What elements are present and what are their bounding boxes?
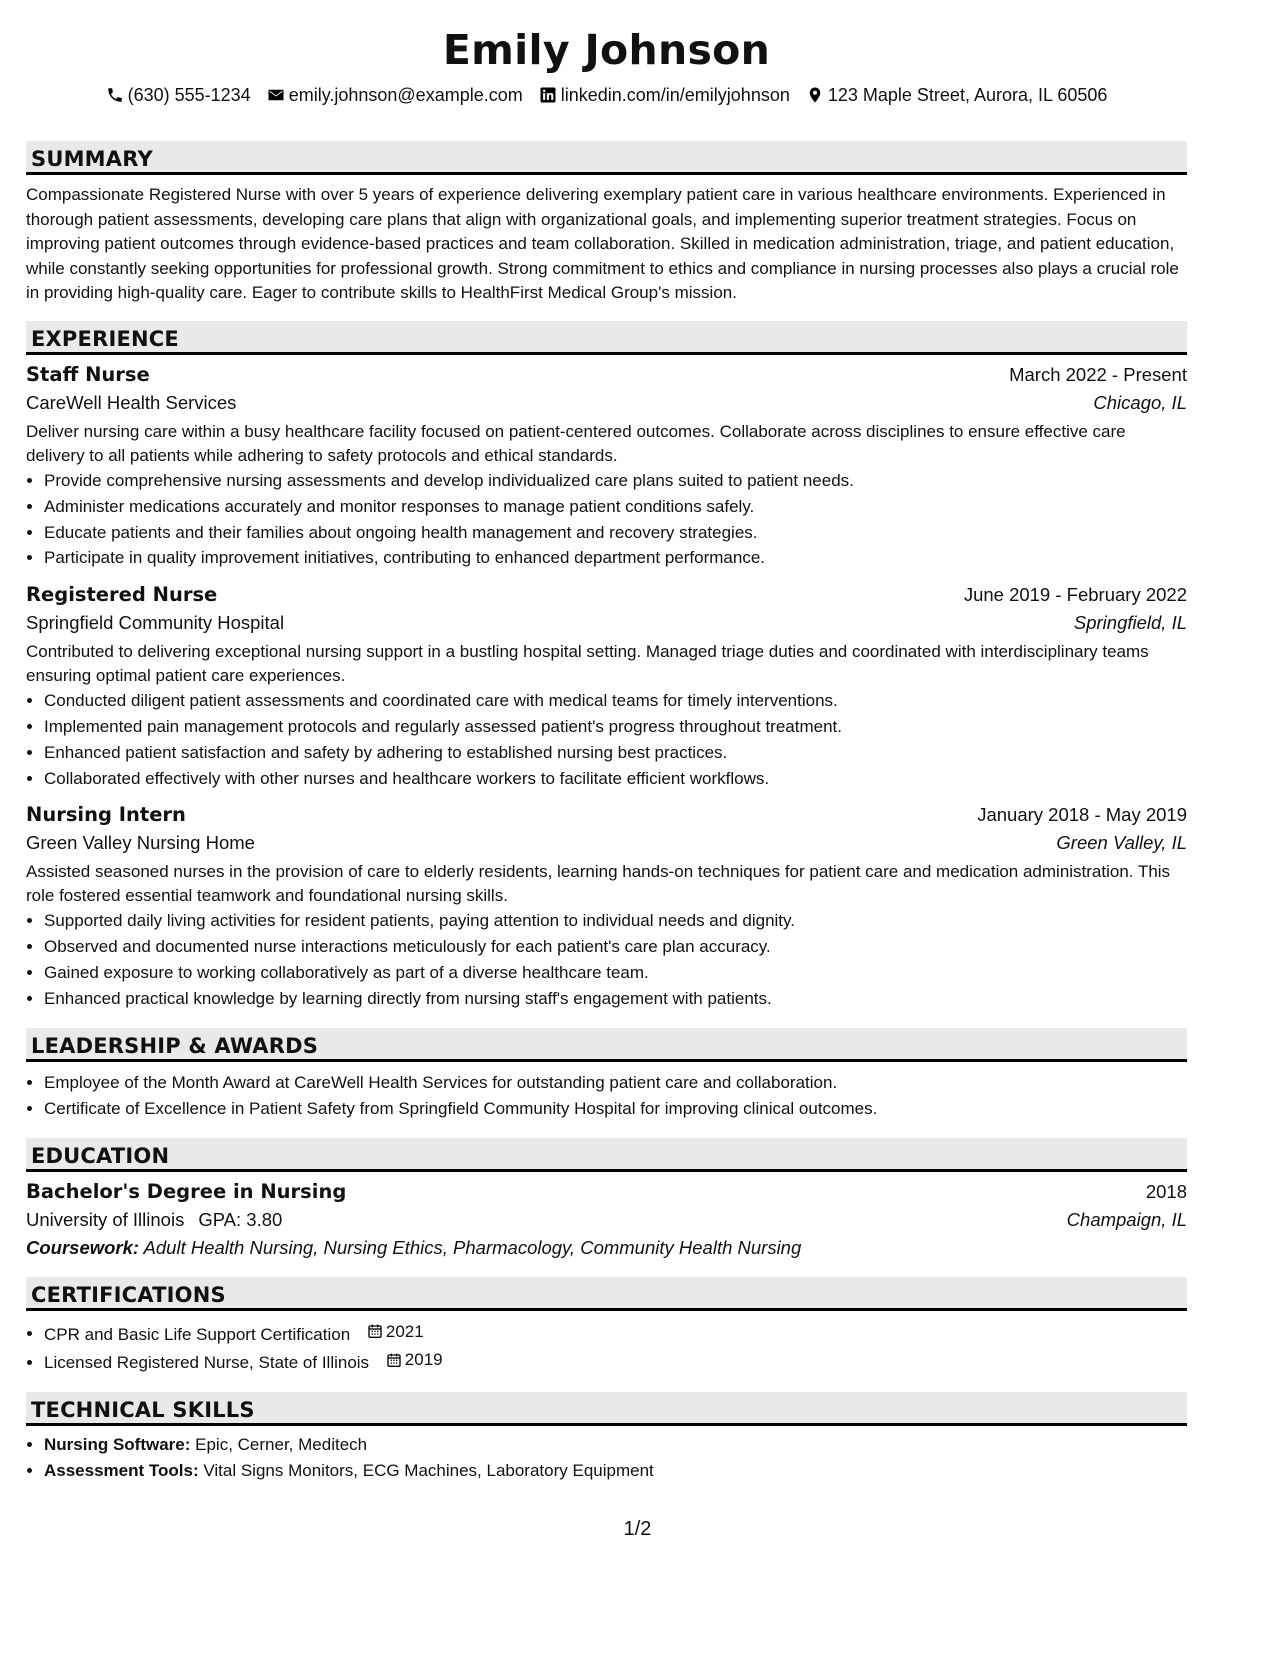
job-entry <box>26 803 1187 1011</box>
linkedin-text[interactable]: linkedin.com/in/emilyjohnson <box>560 84 790 105</box>
job-entry <box>26 583 1187 791</box>
coursework-label: Coursework: <box>26 1236 140 1258</box>
list-item: • Administer medications accurately and monitor responses to manage patient conditions safely. <box>44 494 1187 520</box>
school-name: University of Illinois <box>26 1208 185 1230</box>
skill-label: Assessment Tools: <box>44 1460 199 1480</box>
school-location: Champaign, IL <box>1066 1208 1187 1230</box>
list-item: • Educate patients and their families about ongoing health management and recovery strategies. <box>44 520 1187 546</box>
cert-name: Licensed Registered Nurse, State of Illinois <box>44 1353 370 1373</box>
linkedin-icon <box>539 86 557 104</box>
job-entry <box>26 363 1187 571</box>
resume-page <box>0 24 1275 1674</box>
job-org: CareWell Health Services <box>26 391 237 413</box>
job-title: Registered Nurse <box>26 583 218 607</box>
candidate-name: Emily Johnson <box>442 26 771 74</box>
gpa-value: GPA: 3.80 <box>198 1208 283 1230</box>
summary-heading: SUMMARY <box>26 141 1187 175</box>
job-bullets <box>26 908 1187 1011</box>
skill-value: Vital Signs Monitors, ECG Machines, Laboratory Equipment <box>203 1460 654 1480</box>
coursework-list: Adult Health Nursing, Nursing Ethics, Pharmacology, Community Health Nursing <box>143 1236 802 1258</box>
contact-email[interactable] <box>267 85 523 106</box>
email-text[interactable]: emily.johnson@example.com <box>288 84 523 105</box>
job-location: Springfield, IL <box>1073 612 1187 634</box>
list-item <box>44 1347 1187 1376</box>
education-entry <box>26 1180 1187 1259</box>
cert-year: 2021 <box>385 1321 424 1341</box>
job-title: Staff Nurse <box>26 362 150 386</box>
certifications-list <box>26 1319 1187 1376</box>
skills-heading: TECHNICAL SKILLS <box>26 1392 1187 1426</box>
page-number: 1/2 <box>623 1518 652 1540</box>
contact-bar <box>26 82 1187 108</box>
coursework <box>26 1237 1187 1259</box>
list-item: • Participate in quality improvement initiatives, contributing to enhanced department performance. <box>44 545 1187 571</box>
degree-title: Bachelor's Degree in Nursing <box>26 1179 347 1203</box>
list-item: • Collaborated effectively with other nurses and healthcare workers to facilitate efficient workflows. <box>44 766 1187 792</box>
leadership-list <box>26 1070 1187 1122</box>
cert-name: CPR and Basic Life Support Certification <box>44 1324 351 1344</box>
degree-year: 2018 <box>1145 1180 1187 1202</box>
list-item: • Employee of the Month Award at CareWell Health Services for outstanding patient care and collaboration. <box>44 1070 1187 1096</box>
contact-address <box>806 85 1108 106</box>
job-location: Chicago, IL <box>1093 391 1187 413</box>
list-item <box>44 1458 1187 1484</box>
job-location: Green Valley, IL <box>1056 832 1187 854</box>
job-bullets <box>26 468 1187 571</box>
education-heading: EDUCATION <box>26 1138 1187 1172</box>
leadership-heading: LEADERSHIP & AWARDS <box>26 1028 1187 1062</box>
calendar-icon <box>386 1352 402 1368</box>
skill-label: Nursing Software: <box>44 1434 191 1454</box>
list-item: • Supported daily living activities for resident patients, paying attention to individual needs and dignity. <box>44 908 1187 934</box>
experience-heading: EXPERIENCE <box>26 321 1187 355</box>
job-org: Green Valley Nursing Home <box>26 832 255 854</box>
cert-year: 2019 <box>404 1350 443 1370</box>
skill-value: Epic, Cerner, Meditech <box>195 1434 368 1454</box>
list-item: • Observed and documented nurse interactions meticulously for each patient's care plan accuracy. <box>44 934 1187 960</box>
job-dates: March 2022 - Present <box>1009 363 1187 385</box>
list-item: • Gained exposure to working collaboratively as part of a diverse healthcare team. <box>44 960 1187 986</box>
job-description: Contributed to delivering exceptional nursing support in a bustling hospital setting. Managed triage duties and coordinated with interdisciplinary teams ensuring optimal patient care experiences. <box>26 642 1149 686</box>
list-item: • Provide comprehensive nursing assessments and develop individualized care plans suited to patient needs. <box>44 468 1187 494</box>
job-org: Springfield Community Hospital <box>26 612 285 634</box>
list-item: • Implemented pain management protocols and regularly assessed patient's progress throughout treatment. <box>44 714 1187 740</box>
job-description: Deliver nursing care within a busy healthcare facility focused on patient-centered outcomes. Collaborate across disciplines to ensure effective care delivery to all patients while adhering to safety protocols and ethical standards. <box>26 421 1126 465</box>
list-item: • Enhanced practical knowledge by learning directly from nursing staff's engagement with patients. <box>44 986 1187 1012</box>
job-description: Assisted seasoned nurses in the provision of care to elderly residents, learning hands-on techniques for patient care and medication administration. This role fostered essential teamwork and foundational nursing skills. <box>26 862 1171 906</box>
job-bullets <box>26 688 1187 791</box>
job-dates: June 2019 - February 2022 <box>963 584 1187 606</box>
phone-icon <box>106 86 124 104</box>
summary-text: Compassionate Registered Nurse with over 5 years of experience delivering exemplary patient care in various healthcare environments. Experienced in thorough patient assessments, developing care plans that align with organizational goals, and implementing superior treatment strategies. Focus on improving patient outcomes through evidence-based practices and team collaboration. Skilled in medication administration, triage, and patient education, while constantly seeking opportunities for professional growth. Strong commitment to ethics and compliance in nursing processes also plays a crucial role in providing high-quality care. Eager to contribute skills to HealthFirst Medical Group's mission. <box>26 185 1179 303</box>
contact-phone <box>106 85 251 106</box>
calendar-icon <box>367 1323 383 1339</box>
job-title: Nursing Intern <box>26 803 186 827</box>
list-item <box>44 1319 1187 1348</box>
list-item: • Conducted diligent patient assessments and coordinated care with medical teams for timely interventions. <box>44 688 1187 714</box>
list-item: • Certificate of Excellence in Patient Safety from Springfield Community Hospital for improving clinical outcomes. <box>44 1096 1187 1122</box>
address-text: 123 Maple Street, Aurora, IL 60506 <box>827 84 1108 105</box>
certifications-heading: CERTIFICATIONS <box>26 1277 1187 1311</box>
phone-text: (630) 555-1234 <box>127 84 251 105</box>
contact-linkedin[interactable] <box>539 85 790 106</box>
job-dates: January 2018 - May 2019 <box>977 804 1187 826</box>
map-pin-icon <box>806 86 824 104</box>
list-item <box>44 1432 1187 1458</box>
skills-list <box>26 1432 1187 1484</box>
envelope-icon <box>267 86 285 104</box>
list-item: • Enhanced patient satisfaction and safety by adhering to established nursing best practices. <box>44 740 1187 766</box>
